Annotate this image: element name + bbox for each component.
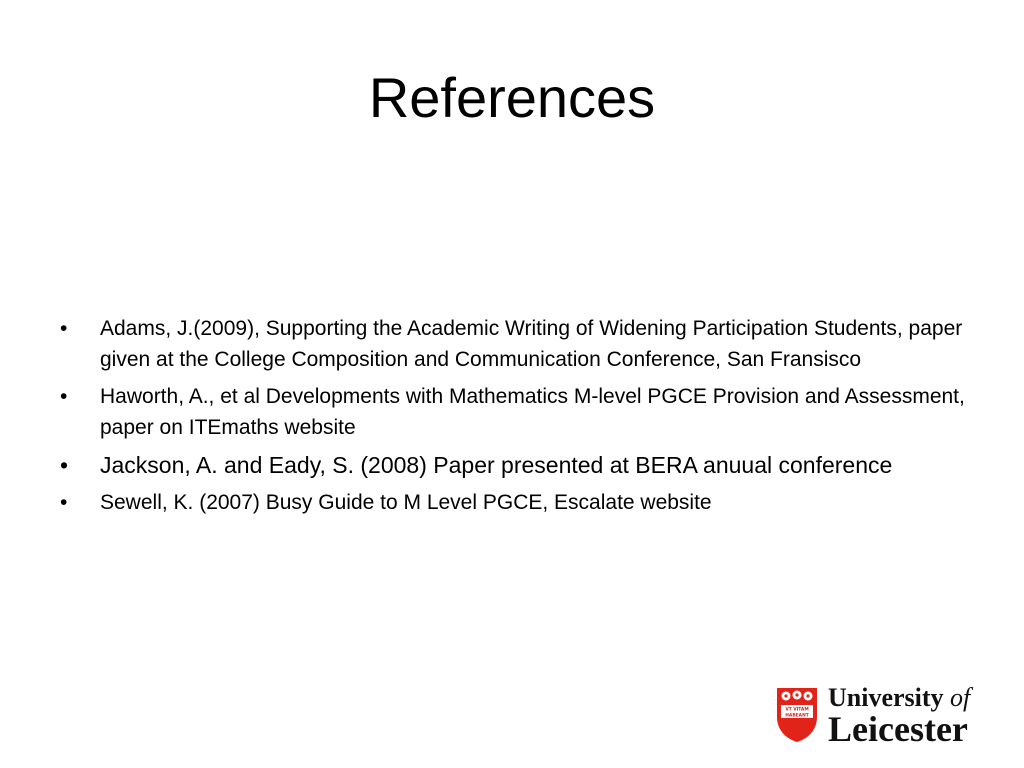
shield-icon [776, 687, 818, 743]
logo-leicester: Leicester [828, 709, 968, 749]
reference-text: Sewell, K. (2007) Busy Guide to M Level PGCE, Escalate website [100, 491, 712, 514]
motto-line-2: HABEANT [785, 713, 809, 719]
logo-of: of [950, 683, 971, 712]
logo-university: University [828, 683, 944, 712]
bullet-icon: • [60, 452, 69, 478]
bullet-icon: • [60, 385, 68, 408]
logo-wordmark [828, 684, 1008, 748]
bullet-icon: • [60, 317, 68, 340]
reference-text: Haworth, A., et al Developments with Mathematics M-level PGCE Provision and Assessment, paper on ITEmaths website [100, 385, 965, 439]
reference-item-sewell [57, 487, 977, 518]
reference-list [57, 313, 977, 524]
university-logo [776, 684, 1008, 748]
slide-title: References [368, 66, 656, 129]
reference-item-jackson [57, 449, 977, 481]
bullet-icon: • [60, 491, 68, 514]
reference-text: Adams, J.(2009), Supporting the Academic Writing of Widening Participation Students, paper given at the College Composition and Communication Conference, San Fransisco [100, 317, 963, 371]
reference-text: Jackson, A. and Eady, S. (2008) Paper presented at BERA anuual conference [100, 452, 893, 478]
reference-item-adams [57, 313, 977, 375]
logo-university-line [828, 684, 970, 712]
motto-line-1: VT VITAM [785, 707, 809, 713]
reference-item-haworth [57, 381, 977, 443]
